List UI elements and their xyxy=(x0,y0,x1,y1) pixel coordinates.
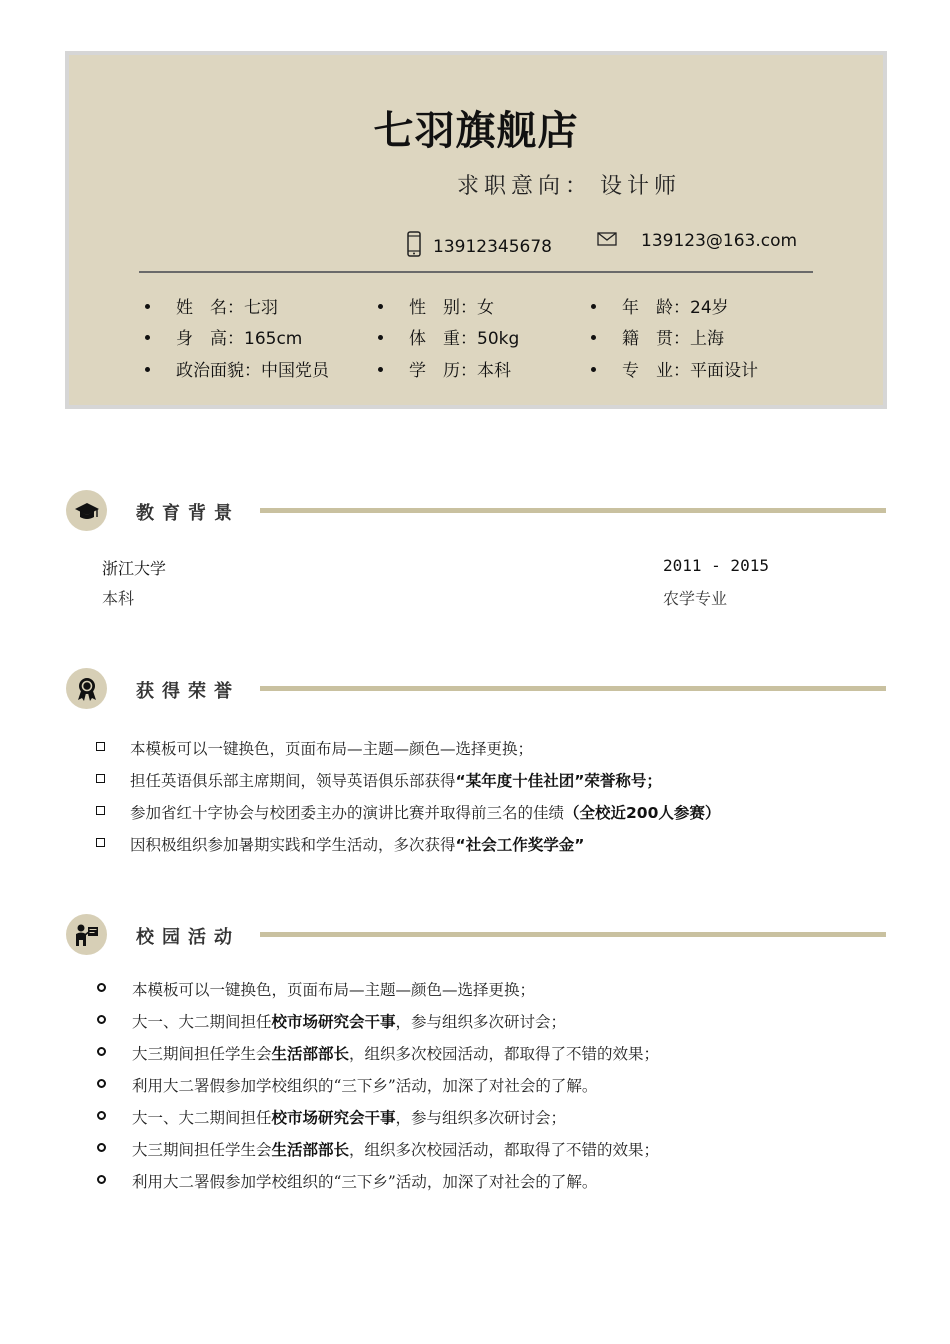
list-item: 参加省红十字协会与校团委主办的演讲比赛并取得前三名的佳绩（全校近200人参赛） xyxy=(96,801,720,833)
honors-section-header xyxy=(66,668,886,710)
job-intent-label: 求职意向： xyxy=(457,174,593,199)
info-height: 身 高：165cm xyxy=(145,324,302,349)
mail-icon xyxy=(597,231,617,251)
job-intent-value: 设计师 xyxy=(600,174,682,199)
info-political: 政治面貌：中国党员 xyxy=(145,356,329,381)
info-gender: 性 别：女 xyxy=(378,293,494,318)
phone-number: 13912345678 xyxy=(433,236,552,257)
info-major: 专 业：平面设计 xyxy=(591,356,758,381)
school-name: 浙江大学 xyxy=(102,559,167,578)
info-age: 年 龄：24岁 xyxy=(591,293,729,318)
major-name: 农学专业 xyxy=(663,589,728,608)
list-item: 大一、大二期间担任校市场研究会干事，参与组织多次研讨会； xyxy=(96,1010,659,1042)
info-name: 姓 名：七羽 xyxy=(145,293,278,318)
section-title: 获得荣誉 xyxy=(136,681,240,702)
list-item: 因积极组织参加暑期实践和学生活动，多次获得“社会工作奖学金” xyxy=(96,833,720,865)
section-divider xyxy=(260,932,886,937)
email-address: 139123@163.com xyxy=(641,231,798,251)
phone-contact xyxy=(407,231,552,262)
list-item: 大三期间担任学生会生活部部长，组织多次校园活动，都取得了不错的效果； xyxy=(96,1042,659,1074)
education-section-header xyxy=(66,490,886,532)
campus-section-header xyxy=(66,914,886,956)
info-weight: 体 重：50kg xyxy=(378,324,519,349)
graduation-cap-icon xyxy=(66,490,107,531)
section-divider xyxy=(260,508,886,513)
list-item: 利用大二署假参加学校组织的“三下乡”活动，加深了对社会的了解。 xyxy=(96,1074,659,1106)
list-item: 本模板可以一键换色，页面布局—主题—颜色—选择更换； xyxy=(96,737,720,769)
section-divider xyxy=(260,686,886,691)
list-item: 大三期间担任学生会生活部部长，组织多次校园活动，都取得了不错的效果； xyxy=(96,1138,659,1170)
header-divider xyxy=(139,271,813,273)
award-medal-icon xyxy=(66,668,107,709)
section-title: 校园活动 xyxy=(136,927,240,948)
email-contact xyxy=(597,231,797,251)
list-item: 大一、大二期间担任校市场研究会干事，参与组织多次研讨会； xyxy=(96,1106,659,1138)
degree: 本科 xyxy=(102,589,135,608)
list-item: 担任英语俱乐部主席期间，领导英语俱乐部获得“某年度十佳社团”荣誉称号； xyxy=(96,769,720,801)
presenter-icon xyxy=(66,914,107,955)
section-title: 教育背景 xyxy=(136,503,240,524)
info-education-level: 学 历：本科 xyxy=(378,356,511,381)
list-item: 本模板可以一键换色，页面布局—主题—颜色—选择更换； xyxy=(96,978,659,1010)
campus-list xyxy=(96,978,659,1202)
resume-header xyxy=(65,51,887,409)
study-period: 2011 - 2015 xyxy=(663,556,769,575)
phone-icon xyxy=(407,231,421,262)
candidate-name: 七羽旗舰店 xyxy=(373,108,579,154)
job-intent xyxy=(457,169,681,200)
info-hometown: 籍 贯：上海 xyxy=(591,324,724,349)
list-item: 利用大二署假参加学校组织的“三下乡”活动，加深了对社会的了解。 xyxy=(96,1170,659,1202)
honors-list xyxy=(96,737,720,865)
